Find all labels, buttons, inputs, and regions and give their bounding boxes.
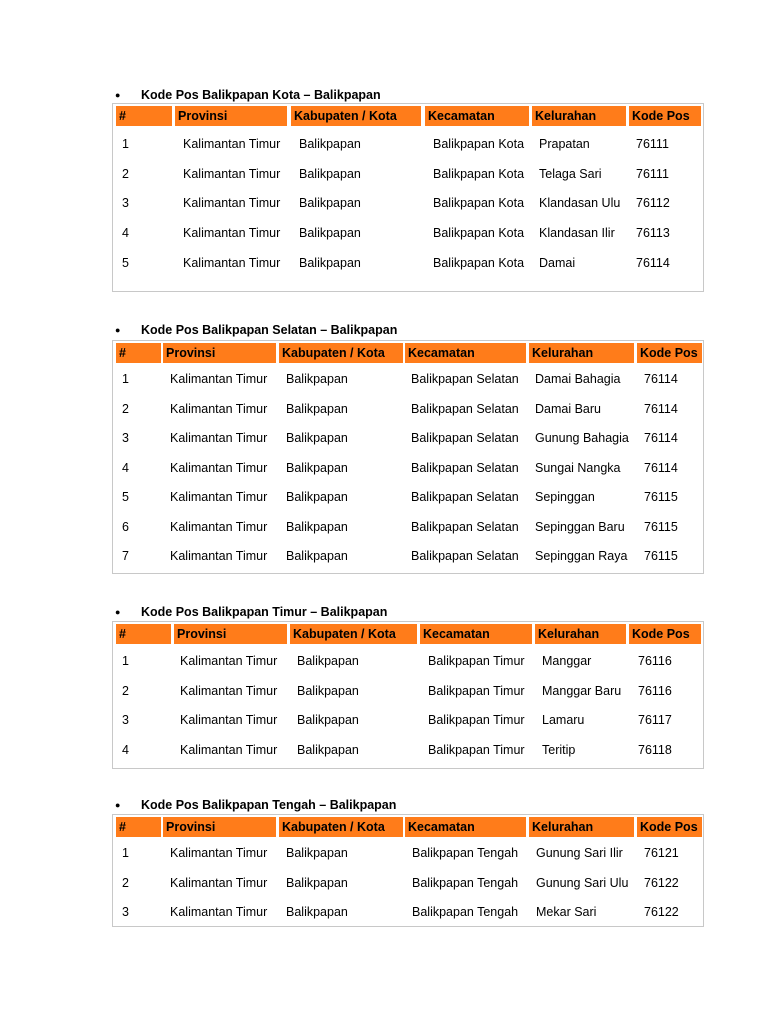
bullet-icon: ● <box>115 90 121 100</box>
cell-kode-pos: 76118 <box>638 742 672 757</box>
cell-provinsi: Kalimantan Timur <box>170 490 268 504</box>
column-header-kecamatan: Kecamatan <box>405 343 526 363</box>
cell-kabupaten-kota: Balikpapan <box>297 654 359 668</box>
cell-kode-pos: 76113 <box>636 226 670 241</box>
column-header-kode-pos: Kode Pos <box>637 343 702 363</box>
cell-kode-pos: 76117 <box>638 713 672 727</box>
cell-kabupaten-kota: Balikpapan <box>299 137 361 151</box>
cell-kode-pos: 76116 <box>638 654 672 668</box>
column-header-provinsi: Provinsi <box>175 106 287 126</box>
cell-kelurahan: Teritip <box>542 742 576 757</box>
column-header-kelurahan: Kelurahan <box>535 624 626 644</box>
section-heading <box>112 604 387 620</box>
table-row <box>113 253 703 273</box>
cell-kecamatan: Balikpapan Kota <box>433 137 525 151</box>
cell-kabupaten-kota: Balikpapan <box>297 683 359 698</box>
column-header-kode-pos: Kode Pos <box>629 624 701 644</box>
cell-kode-pos: 76111 <box>636 137 669 151</box>
cell-kelurahan: Gunung Bahagia <box>535 431 629 445</box>
column-header-no: # <box>116 106 172 126</box>
column-header-kecamatan: Kecamatan <box>405 817 526 837</box>
cell-no: 1 <box>122 846 129 860</box>
postal-code-table <box>112 814 704 927</box>
heading-text: Kode Pos Balikpapan Tengah – Balikpapan <box>141 798 397 812</box>
column-header-provinsi: Provinsi <box>174 624 287 644</box>
cell-kelurahan: Sepinggan Baru <box>535 519 625 534</box>
cell-kelurahan: Prapatan <box>539 137 590 151</box>
cell-provinsi: Kalimantan Timur <box>180 713 278 727</box>
cell-provinsi: Kalimantan Timur <box>170 846 268 860</box>
cell-kode-pos: 76112 <box>636 196 670 211</box>
cell-kabupaten-kota: Balikpapan <box>286 460 348 475</box>
cell-no: 2 <box>122 683 129 698</box>
cell-provinsi: Kalimantan Timur <box>183 137 281 151</box>
cell-kecamatan: Balikpapan Selatan <box>411 519 519 534</box>
cell-no: 5 <box>122 255 129 270</box>
column-header-kelurahan: Kelurahan <box>529 343 634 363</box>
cell-no: 3 <box>122 713 129 727</box>
table-row <box>113 517 703 537</box>
cell-kabupaten-kota: Balikpapan <box>299 226 361 241</box>
cell-kode-pos: 76114 <box>644 401 678 416</box>
cell-kabupaten-kota: Balikpapan <box>286 519 348 534</box>
column-header-no: # <box>116 343 161 363</box>
cell-kecamatan: Balikpapan Tengah <box>412 846 519 860</box>
heading-text: Kode Pos Balikpapan Selatan – Balikpapan <box>141 323 398 337</box>
cell-kode-pos: 76116 <box>638 683 672 698</box>
cell-kabupaten-kota: Balikpapan <box>286 372 348 386</box>
table-row <box>113 873 703 893</box>
table-row <box>113 710 703 730</box>
cell-kode-pos: 76122 <box>644 875 679 890</box>
cell-provinsi: Kalimantan Timur <box>180 742 278 757</box>
column-header-kabupaten-kota: Kabupaten / Kota <box>279 343 403 363</box>
column-header-provinsi: Provinsi <box>163 817 276 837</box>
cell-kecamatan: Balikpapan Kota <box>433 196 525 211</box>
table-row <box>113 651 703 671</box>
table-row <box>113 369 703 389</box>
cell-kelurahan: Manggar <box>542 654 592 668</box>
cell-provinsi: Kalimantan Timur <box>170 905 268 919</box>
cell-kecamatan: Balikpapan Selatan <box>411 401 519 416</box>
cell-kode-pos: 76115 <box>644 519 678 534</box>
cell-kelurahan: Damai <box>539 255 576 270</box>
column-header-kabupaten-kota: Kabupaten / Kota <box>279 817 403 837</box>
heading-text: Kode Pos Balikpapan Kota – Balikpapan <box>141 88 381 102</box>
cell-no: 1 <box>122 372 129 386</box>
cell-no: 7 <box>122 549 129 563</box>
cell-kabupaten-kota: Balikpapan <box>286 401 348 416</box>
cell-kecamatan: Balikpapan Selatan <box>411 460 519 475</box>
cell-kode-pos: 76114 <box>644 372 678 386</box>
cell-no: 4 <box>122 460 129 475</box>
cell-no: 6 <box>122 519 129 534</box>
cell-provinsi: Kalimantan Timur <box>170 372 268 386</box>
cell-kode-pos: 76114 <box>644 431 678 445</box>
cell-kelurahan: Damai Bahagia <box>535 372 621 386</box>
cell-provinsi: Kalimantan Timur <box>170 401 268 416</box>
table-row <box>113 902 703 922</box>
column-header-kecamatan: Kecamatan <box>425 106 529 126</box>
cell-no: 3 <box>122 905 129 919</box>
table-row <box>113 458 703 478</box>
column-header-kecamatan: Kecamatan <box>420 624 532 644</box>
cell-kecamatan: Balikpapan Kota <box>433 226 525 241</box>
cell-kode-pos: 76111 <box>636 166 669 181</box>
cell-kode-pos: 76114 <box>636 255 670 270</box>
cell-kabupaten-kota: Balikpapan <box>297 742 359 757</box>
table-row <box>113 193 703 213</box>
cell-kelurahan: Klandasan Ilir <box>539 226 615 241</box>
cell-kabupaten-kota: Balikpapan <box>286 549 348 563</box>
cell-kelurahan: Telaga Sari <box>539 166 602 181</box>
section-heading <box>112 797 396 813</box>
column-header-no: # <box>116 817 161 837</box>
postal-code-table <box>112 621 704 769</box>
cell-kecamatan: Balikpapan Timur <box>428 654 525 668</box>
cell-no: 4 <box>122 226 129 241</box>
table-row <box>113 546 703 566</box>
cell-kabupaten-kota: Balikpapan <box>286 846 348 860</box>
cell-kecamatan: Balikpapan Kota <box>433 166 525 181</box>
cell-kecamatan: Balikpapan Selatan <box>411 372 519 386</box>
cell-kabupaten-kota: Balikpapan <box>299 196 361 211</box>
column-header-kabupaten-kota: Kabupaten / Kota <box>291 106 421 126</box>
cell-kelurahan: Gunung Sari Ulu <box>536 875 629 890</box>
column-header-kode-pos: Kode Pos <box>629 106 701 126</box>
cell-kelurahan: Klandasan Ulu <box>539 196 621 211</box>
cell-kecamatan: Balikpapan Timur <box>428 683 525 698</box>
bullet-icon: ● <box>115 325 121 335</box>
column-header-kode-pos: Kode Pos <box>637 817 702 837</box>
cell-kecamatan: Balikpapan Selatan <box>411 549 519 563</box>
table-row <box>113 134 703 154</box>
bullet-icon: ● <box>115 800 121 810</box>
cell-kecamatan: Balikpapan Timur <box>428 713 525 727</box>
cell-kecamatan: Balikpapan Selatan <box>411 431 519 445</box>
cell-kecamatan: Balikpapan Kota <box>433 255 525 270</box>
table-row <box>113 223 703 243</box>
cell-kode-pos: 76121 <box>644 846 679 860</box>
column-header-kelurahan: Kelurahan <box>529 817 634 837</box>
postal-code-table <box>112 340 704 574</box>
cell-kecamatan: Balikpapan Selatan <box>411 490 519 504</box>
table-row <box>113 164 703 184</box>
cell-kelurahan: Sungai Nangka <box>535 460 621 475</box>
cell-provinsi: Kalimantan Timur <box>183 255 281 270</box>
table-header-row <box>113 106 703 126</box>
cell-kabupaten-kota: Balikpapan <box>286 431 348 445</box>
cell-provinsi: Kalimantan Timur <box>180 654 278 668</box>
table-header-row <box>113 343 703 363</box>
cell-provinsi: Kalimantan Timur <box>170 519 268 534</box>
cell-kode-pos: 76115 <box>644 490 678 504</box>
cell-kelurahan: Lamaru <box>542 713 585 727</box>
table-header-row <box>113 624 703 644</box>
cell-provinsi: Kalimantan Timur <box>180 683 278 698</box>
cell-kode-pos: 76114 <box>644 460 678 475</box>
table-row <box>113 843 703 863</box>
cell-provinsi: Kalimantan Timur <box>183 196 281 211</box>
postal-code-table <box>112 103 704 292</box>
cell-no: 1 <box>122 137 129 151</box>
cell-kelurahan: Damai Baru <box>535 401 601 416</box>
cell-no: 2 <box>122 875 129 890</box>
cell-no: 2 <box>122 166 129 181</box>
column-header-provinsi: Provinsi <box>163 343 276 363</box>
cell-kabupaten-kota: Balikpapan <box>297 713 359 727</box>
cell-provinsi: Kalimantan Timur <box>170 875 268 890</box>
cell-kelurahan: Sepinggan <box>535 490 595 504</box>
cell-kabupaten-kota: Balikpapan <box>299 255 361 270</box>
table-header-row <box>113 817 703 837</box>
cell-provinsi: Kalimantan Timur <box>170 460 268 475</box>
cell-provinsi: Kalimantan Timur <box>183 226 281 241</box>
bullet-icon: ● <box>115 607 121 617</box>
section-heading <box>112 322 397 338</box>
column-header-kabupaten-kota: Kabupaten / Kota <box>290 624 417 644</box>
cell-kabupaten-kota: Balikpapan <box>286 905 348 919</box>
cell-kabupaten-kota: Balikpapan <box>286 875 348 890</box>
cell-kabupaten-kota: Balikpapan <box>299 166 361 181</box>
cell-kode-pos: 76115 <box>644 549 678 563</box>
cell-provinsi: Kalimantan Timur <box>170 549 268 563</box>
cell-kelurahan: Gunung Sari Ilir <box>536 846 623 860</box>
cell-no: 3 <box>122 196 129 211</box>
cell-no: 1 <box>122 654 129 668</box>
cell-no: 5 <box>122 490 129 504</box>
cell-kode-pos: 76122 <box>644 905 679 919</box>
cell-no: 3 <box>122 431 129 445</box>
cell-kelurahan: Manggar Baru <box>542 683 622 698</box>
cell-kelurahan: Sepinggan Raya <box>535 549 628 563</box>
cell-provinsi: Kalimantan Timur <box>183 166 281 181</box>
cell-kecamatan: Balikpapan Timur <box>428 742 525 757</box>
table-row <box>113 740 703 760</box>
section-heading <box>112 87 381 103</box>
cell-kecamatan: Balikpapan Tengah <box>412 905 519 919</box>
cell-kelurahan: Mekar Sari <box>536 905 597 919</box>
cell-kecamatan: Balikpapan Tengah <box>412 875 519 890</box>
cell-no: 2 <box>122 401 129 416</box>
column-header-kelurahan: Kelurahan <box>532 106 626 126</box>
table-row <box>113 399 703 419</box>
cell-no: 4 <box>122 742 129 757</box>
column-header-no: # <box>116 624 171 644</box>
cell-kabupaten-kota: Balikpapan <box>286 490 348 504</box>
heading-text: Kode Pos Balikpapan Timur – Balikpapan <box>141 605 388 619</box>
cell-provinsi: Kalimantan Timur <box>170 431 268 445</box>
table-row <box>113 681 703 701</box>
table-row <box>113 428 703 448</box>
table-row <box>113 487 703 507</box>
